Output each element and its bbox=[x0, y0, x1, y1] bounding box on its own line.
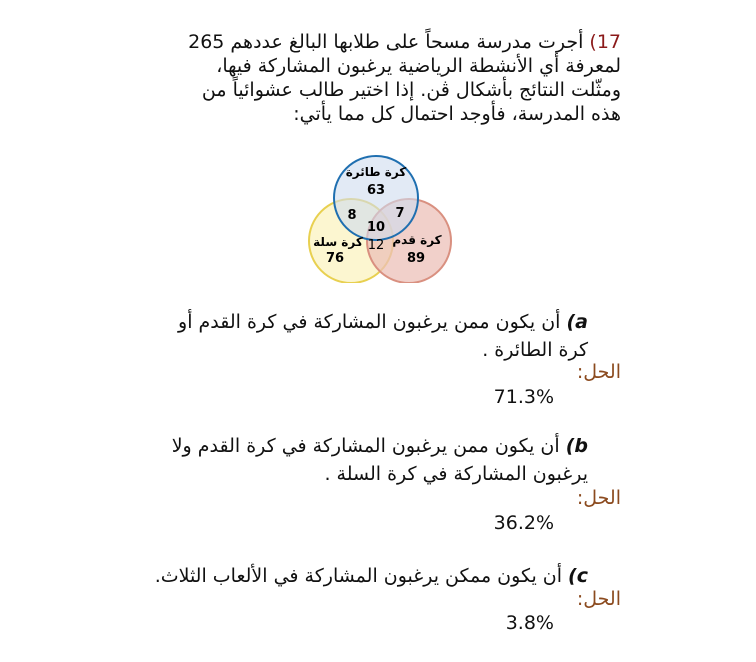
answer-b: 36.2% bbox=[493, 512, 554, 534]
stem-line-3: ومثّلت النتائج بأشكال ڤن. إذا اختير طالب عشوائياً من bbox=[201, 79, 621, 101]
problem-number: 17) bbox=[589, 31, 621, 53]
venn-diagram bbox=[290, 148, 470, 283]
question-b-line-2: يرغبون المشاركة في كرة السلة . bbox=[324, 463, 588, 485]
question-b-line-1: b) أن يكون ممن يرغبون المشاركة في كرة القدم ولا bbox=[171, 435, 588, 457]
volleyball-label: كرة طائرة bbox=[345, 165, 407, 179]
question-b-letter: b) bbox=[565, 435, 588, 457]
question-a-letter: a) bbox=[566, 311, 588, 333]
question-c-letter: c) bbox=[568, 565, 588, 587]
answer-a: 71.3% bbox=[493, 386, 554, 408]
solution-label-a: الحل: bbox=[576, 361, 621, 383]
volleyball-football-count: 7 bbox=[395, 206, 405, 221]
stem-line-4: هذه المدرسة، فأوجد احتمال كل مما يأتي: bbox=[293, 103, 621, 125]
basketball-label: كرة سلة bbox=[313, 235, 363, 249]
question-c-line-1: c) أن يكون ممكن يرغبون المشاركة في الألعاب الثلاث. bbox=[154, 565, 588, 587]
basketball-football-count: 12 bbox=[367, 238, 385, 253]
problem-stem bbox=[151, 30, 621, 126]
football-label: كرة قدم bbox=[392, 233, 442, 247]
question-b bbox=[148, 432, 588, 488]
volleyball-only-count: 63 bbox=[366, 183, 386, 198]
question-a-line-2: كرة الطائرة . bbox=[482, 339, 588, 361]
answer-c: 3.8% bbox=[505, 612, 554, 634]
solution-label-c: الحل: bbox=[576, 588, 621, 610]
stem-line-2: لمعرفة أي الأنشطة الرياضية يرغبون المشاركة فيها، bbox=[216, 55, 621, 77]
volleyball-basketball-count: 8 bbox=[347, 208, 357, 223]
question-c bbox=[148, 562, 588, 590]
solution-label-b: الحل: bbox=[576, 487, 621, 509]
basketball-only-count: 76 bbox=[325, 251, 345, 266]
football-only-count: 89 bbox=[406, 251, 426, 266]
question-a bbox=[148, 308, 588, 364]
all-three-count: 10 bbox=[366, 220, 386, 235]
stem-line-1: 17) أجرت مدرسة مسحاً على طلابها البالغ عددهم 265 bbox=[188, 31, 621, 53]
question-a-line-1: a) أن يكون ممن يرغبون المشاركة في كرة القدم أو bbox=[178, 311, 588, 333]
